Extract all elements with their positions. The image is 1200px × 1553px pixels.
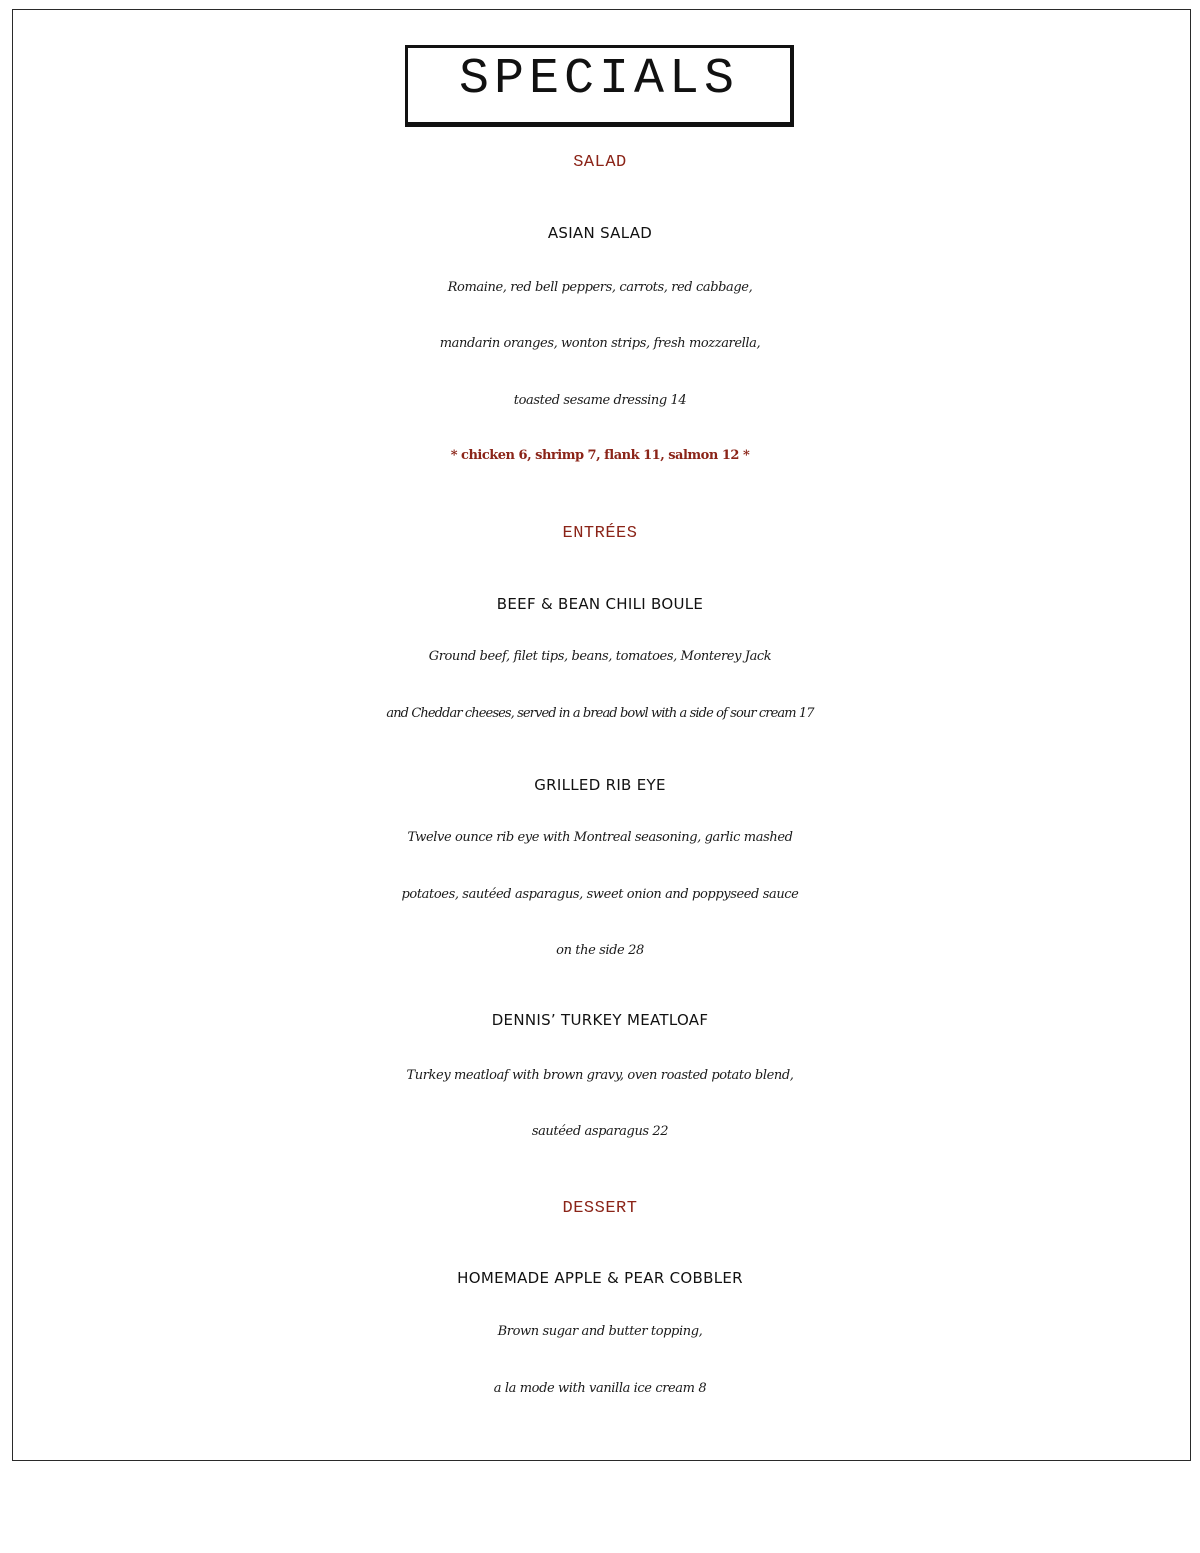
page-title: SPECIALS: [458, 51, 740, 108]
title-box: [405, 45, 794, 127]
item-desc-line: Turkey meatloaf with brown gravy, oven roasted potato blend,: [406, 1068, 794, 1083]
item-desc-line: Brown sugar and butter topping,: [497, 1324, 703, 1339]
item-desc-line: on the side 28: [556, 943, 644, 958]
section-heading-entrees: ENTRÉES: [562, 524, 638, 543]
item-desc-line: Romaine, red bell peppers, carrots, red cabbage,: [447, 280, 753, 295]
item-desc-line: sautéed asparagus 22: [531, 1124, 669, 1139]
item-desc-line: Ground beef, filet tips, beans, tomatoes, Monterey Jack: [428, 649, 772, 664]
item-name-meatloaf: DENNIS’ TURKEY MEATLOAF: [491, 1011, 709, 1029]
item-desc-line: and Cheddar cheeses, served in a bread bowl with a side of sour cream 17: [386, 706, 814, 721]
section-heading-salad: SALAD: [573, 153, 627, 172]
item-name-rib-eye: GRILLED RIB EYE: [534, 776, 666, 794]
item-desc-line: Twelve ounce rib eye with Montreal seasoning, garlic mashed: [407, 830, 793, 845]
item-desc-line: a la mode with vanilla ice cream 8: [493, 1381, 707, 1396]
item-name-cobbler: HOMEMADE APPLE & PEAR COBBLER: [457, 1269, 743, 1287]
item-desc-line: mandarin oranges, wonton strips, fresh mozzarella,: [439, 336, 761, 351]
item-desc-line: potatoes, sautéed asparagus, sweet onion and poppyseed sauce: [401, 887, 799, 902]
protein-addons: * chicken 6, shrimp 7, flank 11, salmon 12 *: [450, 448, 750, 463]
item-name-chili-boule: BEEF & BEAN CHILI BOULE: [496, 595, 704, 613]
item-desc-line: toasted sesame dressing 14: [513, 393, 687, 408]
section-heading-dessert: DESSERT: [562, 1199, 638, 1218]
item-name-asian-salad: ASIAN SALAD: [547, 224, 653, 242]
